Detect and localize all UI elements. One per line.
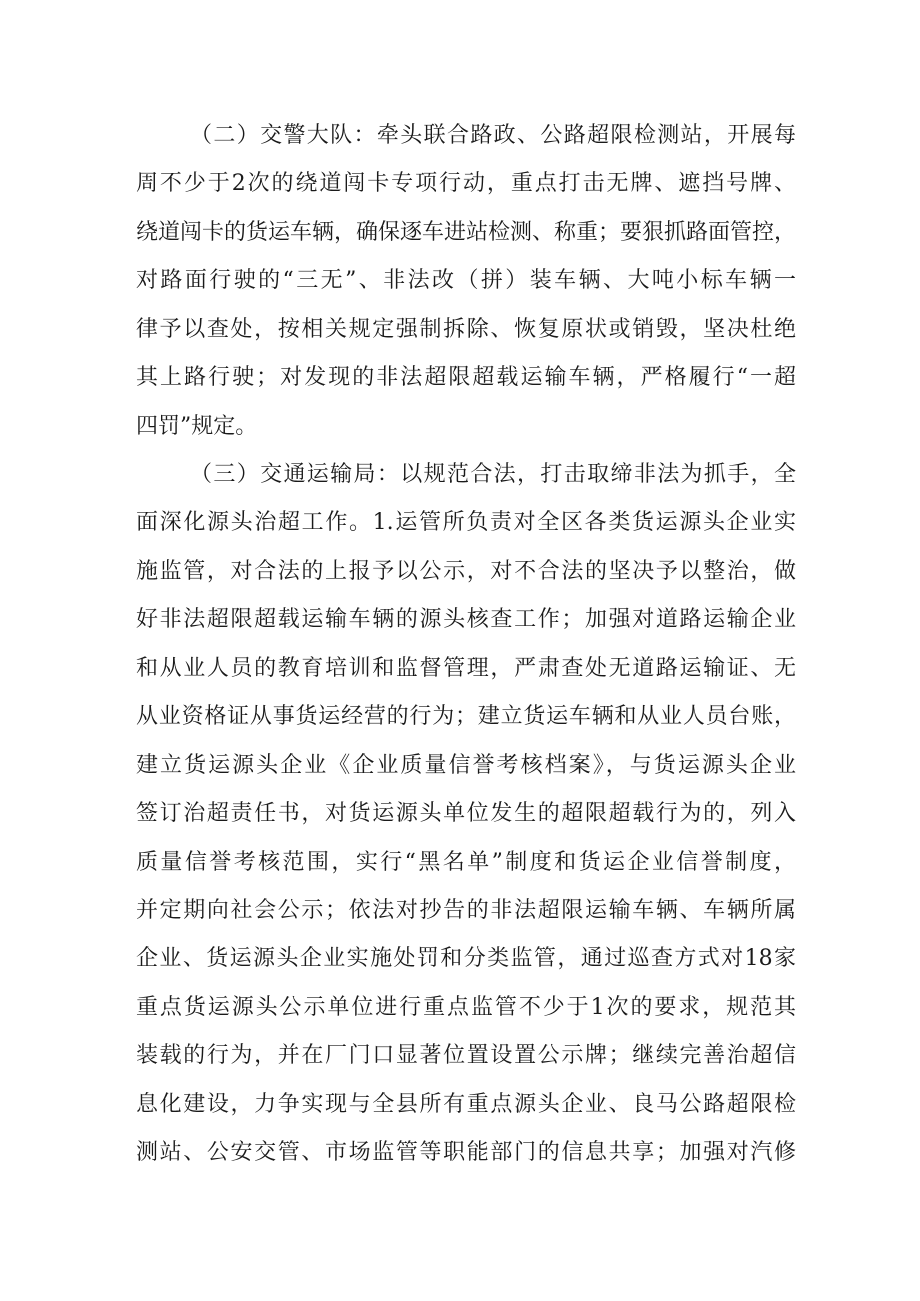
paragraph-line: 和从业人员的教育培训和监督管理，严肃查处无道路运输证、无 — [136, 656, 796, 681]
paragraph-line: 测站、公安交管、市场监管等职能部门的信息共享；加强对汽修 — [136, 1140, 796, 1165]
paragraph-line: 面深化源头治超工作。1.运管所负责对全区各类货运源头企业实 — [136, 510, 796, 535]
paragraph-line: 周不少于2次的绕道闯卡专项行动，重点打击无牌、遮挡号牌、 — [136, 171, 796, 196]
paragraph-line: 企业、货运源头企业实施处罚和分类监管，通过巡查方式对18家 — [136, 946, 796, 971]
paragraph-line: 从业资格证从事货运经营的行为；建立货运车辆和从业人员台账， — [136, 704, 796, 729]
paragraph-line: 并定期向社会公示；依法对抄告的非法超限运输车辆、车辆所属 — [136, 898, 796, 923]
paragraph-line: 四罚”规定。 — [136, 414, 258, 439]
paragraph-line: 好非法超限超载运输车辆的源头核查工作；加强对道路运输企业 — [136, 607, 796, 632]
paragraph-line: 其上路行驶；对发现的非法超限超载运输车辆，严格履行“一超 — [136, 365, 796, 390]
paragraph-line: 质量信誉考核范围，实行“黑名单”制度和货运企业信誉制度， — [136, 850, 796, 875]
paragraph-line: 对路面行驶的“三无”、非法改（拼）装车辆、大吨小标车辆一 — [136, 268, 796, 293]
paragraph-line: 建立货运源头企业《企业质量信誉考核档案》，与货运源头企业 — [136, 753, 796, 778]
paragraph-line: 签订治超责任书，对货运源头单位发生的超限超载行为的，列入 — [136, 801, 796, 826]
paragraph-line: （三）交通运输局：以规范合法，打击取缔非法为抓手，全 — [190, 462, 796, 487]
paragraph-line: 息化建设，力争实现与全县所有重点源头企业、良马公路超限检 — [136, 1092, 796, 1117]
paragraph-line: 装载的行为，并在厂门口显著位置设置公示牌；继续完善治超信 — [136, 1043, 796, 1068]
paragraph-line: （二）交警大队：牵头联合路政、公路超限检测站，开展每 — [190, 123, 796, 148]
paragraph-line: 律予以查处，按相关规定强制拆除、恢复原状或销毁，坚决杜绝 — [136, 317, 796, 342]
paragraph-line: 施监管，对合法的上报予以公示，对不合法的坚决予以整治，做 — [136, 559, 796, 584]
paragraph-line: 重点货运源头公示单位进行重点监管不少于1次的要求，规范其 — [136, 995, 796, 1020]
paragraph-line: 绕道闯卡的货运车辆，确保逐车进站检测、称重；要狠抓路面管控， — [136, 220, 797, 245]
